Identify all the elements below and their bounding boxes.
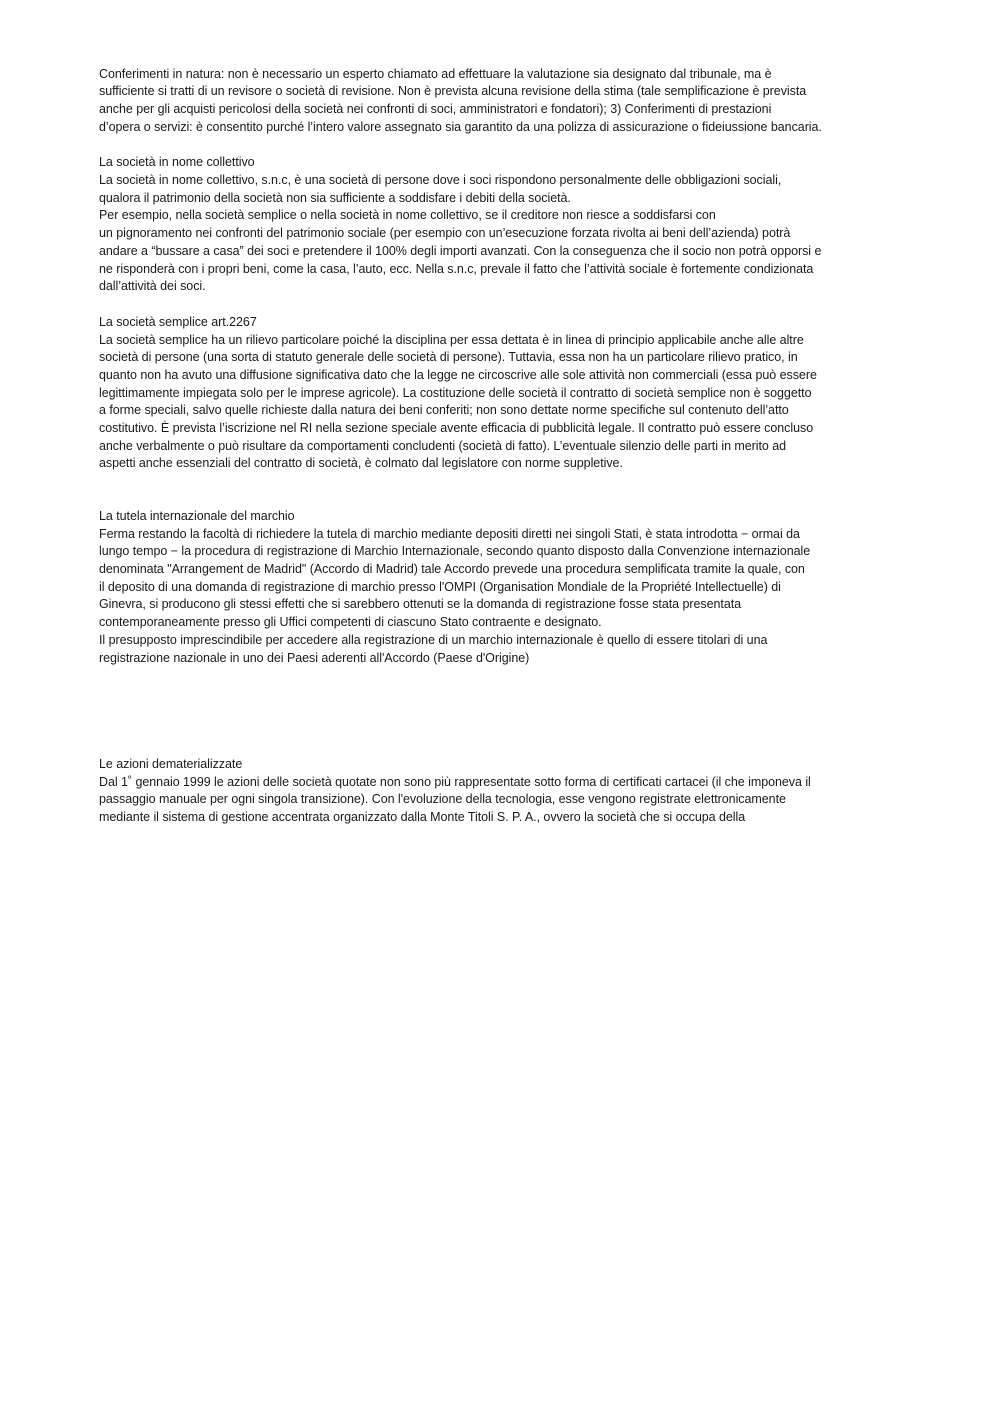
paragraph-line: costitutivo. È prevista l’iscrizione nel RI nella sezione speciale avente efficacia di pubblicità legale. Il contratto può essere concluso xyxy=(99,421,814,435)
paragraph-line: dall’attività dei soci. xyxy=(99,279,206,293)
paragraph-line: Dal 1˚ gennaio 1999 le azioni delle società quotate non sono più rappresentate sotto forma di certificati cartacei (il che imponeva il xyxy=(99,775,811,789)
paragraph-line: anche per gli acquisti pericolosi della società nei confronti di soci, amministratori e fondatori); 3) Conferimenti di prestazioni xyxy=(99,102,772,116)
paragraph-line: lungo tempo − la procedura di registrazione di Marchio Internazionale, secondo quanto disposto dalla Convenzione internazionale xyxy=(99,544,811,558)
paragraph-line: quanto non ha avuto una diffusione significativa dato che la legge ne circoscrive alle sole attività non commerciali (essa può essere xyxy=(99,368,817,382)
paragraph-line: Per esempio, nella società semplice o nella società in nome collettivo, se il creditore non riesce a soddisfarsi con xyxy=(99,208,716,222)
paragraph-line: andare a “bussare a casa” dei soci e pretendere il 100% degli importi avanzati. Con la conseguenza che il socio non potrà opporsi e xyxy=(99,244,822,258)
paragraph-line: contemporaneamente presso gli Uffici competenti di ciascuno Stato contraente e designato. xyxy=(99,615,602,629)
paragraph-line: il deposito di una domanda di registrazione di marchio presso l'OMPI (Organisation Mondiale de la Propriété Intellectuelle) di xyxy=(99,580,781,594)
section-heading: Le azioni dematerializzate xyxy=(99,757,243,771)
paragraph-line: a forme speciali, salvo quelle richieste dalla natura dei beni conferiti; non sono dettate norme specifiche sul contenuto dell’atto xyxy=(99,403,789,417)
paragraph-line: ne risponderà con i propri beni, come la casa, l’auto, ecc. Nella s.n.c, prevale il fatto che l’attività sociale è fortemente condizionata xyxy=(99,262,814,276)
paragraph-line: mediante il sistema di gestione accentrata organizzato dalla Monte Titoli S. P. A., ovvero la società che si occupa della xyxy=(99,810,746,824)
section-heading: La società in nome collettivo xyxy=(99,155,255,169)
paragraph-line: società di persone (una sorta di statuto generale delle società di persone). Tuttavia, essa non ha un particolare rilievo pratico, in xyxy=(99,350,798,364)
paragraph-line: aspetti anche essenziali del contratto di società, è colmato dal legislatore con norme suppletive. xyxy=(99,456,623,470)
paragraph-line: Ginevra, si producono gli stessi effetti che si sarebbero ottenuti se la domanda di registrazione fosse stata presentata xyxy=(99,597,742,611)
paragraph-line: qualora il patrimonio della società non sia sufficiente a soddisfare i debiti della società. xyxy=(99,191,571,205)
paragraph-line: La società semplice ha un rilievo particolare poiché la disciplina per essa dettata è in linea di principio applicabile anche alle altre xyxy=(99,333,804,347)
paragraph-line: Il presupposto imprescindibile per accedere alla registrazione di un marchio internazionale è quello di essere titolari di una xyxy=(99,633,768,647)
paragraph-line: Ferma restando la facoltà di richiedere la tutela di marchio mediante depositi diretti nei singoli Stati, è stata introdotta − ormai da xyxy=(99,527,800,541)
paragraph-line: registrazione nazionale in uno dei Paesi aderenti all'Accordo (Paese d'Origine) xyxy=(99,651,530,665)
paragraph-line: passaggio manuale per ogni singola transizione). Con l'evoluzione della tecnologia, esse vengono registrate elettronicamente xyxy=(99,792,786,806)
paragraph-line: d’opera o servizi: è consentito purché l’intero valore assegnato sia garantito da una polizza di assicurazione o fideiussione bancaria. xyxy=(99,120,822,134)
paragraph-line: sufficiente si tratti di un revisore o società di revisione. Non è prevista alcuna revisione della stima (tale semplificazione è prevista xyxy=(99,84,807,98)
section-heading: La tutela internazionale del marchio xyxy=(99,509,295,523)
paragraph-line: anche verbalmente o può risultare da comportamenti concludenti (società di fatto). L’eventuale silenzio delle parti in merito ad xyxy=(99,439,787,453)
paragraph-line: Conferimenti in natura: non è necessario un esperto chiamato ad effettuare la valutazione sia designato dal tribunale, ma è xyxy=(99,67,772,81)
section-heading: La società semplice art.2267 xyxy=(99,315,257,329)
paragraph-line: un pignoramento nei confronti del patrimonio sociale (per esempio con un’esecuzione forzata rivolta ai beni dell’azienda) potrà xyxy=(99,226,791,240)
paragraph-line: denominata "Arrangement de Madrid" (Accordo di Madrid) tale Accordo prevede una procedura semplificata tramite la quale, con xyxy=(99,562,805,576)
paragraph-line: legittimamente impiegata solo per le imprese agricole). La costituzione delle società il contratto di società semplice non è soggetto xyxy=(99,386,812,400)
paragraph-line: La società in nome collettivo, s.n.c, è una società di persone dove i soci rispondono personalmente delle obbligazioni sociali, xyxy=(99,173,782,187)
